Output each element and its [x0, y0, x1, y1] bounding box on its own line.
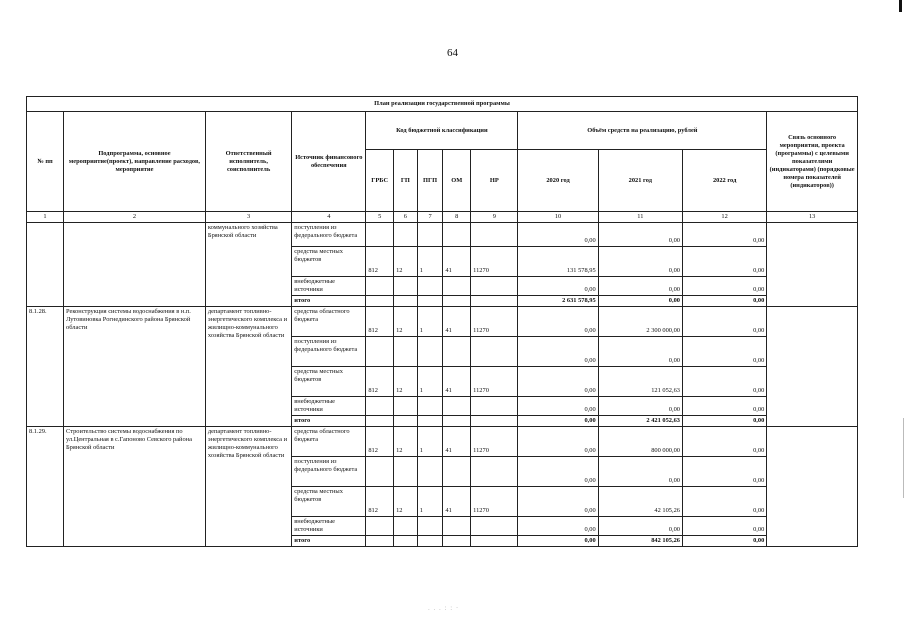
- total-2021: 0,00: [598, 296, 682, 307]
- value-2022: 0,00: [682, 277, 766, 296]
- value-2021: 0,00: [598, 223, 682, 247]
- code-pgp: 1: [417, 367, 443, 397]
- value-2022: 0,00: [682, 427, 766, 457]
- header-om: ОМ: [443, 150, 471, 212]
- code-gp: 12: [394, 427, 418, 457]
- row-name: Строительство системы водоснабжения по ул.Центральная в с.Гапоново Севского района Брянской области: [64, 427, 206, 547]
- table-row: [27, 307, 858, 337]
- total-2021: 2 421 052,63: [598, 416, 682, 427]
- row-num: 8.1.28.: [27, 307, 64, 427]
- code-om: 41: [443, 367, 471, 397]
- column-number: 10: [518, 212, 598, 223]
- value-2021: 0,00: [598, 397, 682, 416]
- value-2020: 0,00: [518, 307, 598, 337]
- column-number: 9: [471, 212, 518, 223]
- page-number: 64: [447, 47, 458, 59]
- value-2021: 2 300 000,00: [598, 307, 682, 337]
- column-number: 6: [394, 212, 418, 223]
- header-source: Источник финансового обеспечения: [292, 112, 366, 212]
- code-om: 41: [443, 247, 471, 277]
- scan-edge-mark: [899, 0, 902, 12]
- source-federal: поступления из федерального бюджета: [292, 337, 366, 367]
- value-2022: 0,00: [682, 367, 766, 397]
- row-name: Реконструкция системы водоснабжения в н.п. Лутовиновка Рогнединского района Брянской области: [64, 307, 206, 427]
- header-gp: ГП: [394, 150, 418, 212]
- header-responsible: Ответственный исполнитель, соисполнитель: [205, 112, 291, 212]
- value-2021: 0,00: [598, 457, 682, 487]
- column-number: 8: [443, 212, 471, 223]
- code-grbs: 812: [366, 367, 394, 397]
- value-2020: 0,00: [518, 427, 598, 457]
- column-number: 1: [27, 212, 64, 223]
- row-link: [767, 223, 858, 307]
- column-number-row: [27, 212, 858, 223]
- source-local: средства местных бюджетов: [292, 247, 366, 277]
- code-pgp: 1: [417, 427, 443, 457]
- row-num: 8.1.29.: [27, 427, 64, 547]
- row-name: [64, 223, 206, 307]
- code-np: 11270: [471, 367, 518, 397]
- value-2020: 0,00: [518, 487, 598, 517]
- source-local: средства местных бюджетов: [292, 487, 366, 517]
- row-link: [767, 307, 858, 427]
- header-2021: 2021 год: [598, 150, 682, 212]
- header-grbs: ГРБС: [366, 150, 394, 212]
- column-number: 5: [366, 212, 394, 223]
- code-pgp: 1: [417, 307, 443, 337]
- value-2020: 0,00: [518, 367, 598, 397]
- code-pgp: 1: [417, 247, 443, 277]
- code-gp: 12: [394, 247, 418, 277]
- header-link: Связь основного мероприятия, проекта (программы) с целевыми показателями (индикаторами) (порядковые номера показателей (индикаторов)): [767, 112, 858, 212]
- header-volume: Объём средств на реализацию, рублей: [518, 112, 767, 150]
- code-np: 11270: [471, 307, 518, 337]
- source-regional: средства областного бюджета: [292, 307, 366, 337]
- value-2022: 0,00: [682, 487, 766, 517]
- row-num: [27, 223, 64, 307]
- row-responsible: департамент топливно-энергетического комплекса и жилищно-коммунального хозяйства Брянской области: [205, 307, 291, 427]
- row-responsible: коммунального хозяйства Брянской области: [205, 223, 291, 307]
- scan-noise: . . . : : ·: [428, 604, 460, 612]
- header-pgp: ПГП: [417, 150, 443, 212]
- header-np: НР: [471, 150, 518, 212]
- value-2021: 0,00: [598, 517, 682, 536]
- value-2021: 0,00: [598, 247, 682, 277]
- total-2020: 0,00: [518, 536, 598, 547]
- total-2021: 842 105,26: [598, 536, 682, 547]
- column-number: 12: [682, 212, 766, 223]
- source-total: итого: [292, 296, 366, 307]
- source-local: средства местных бюджетов: [292, 367, 366, 397]
- code-om: 41: [443, 487, 471, 517]
- source-federal: поступления из федерального бюджета: [292, 223, 366, 247]
- value-2020: 0,00: [518, 337, 598, 367]
- total-2022: 0,00: [682, 296, 766, 307]
- source-federal: поступления из федерального бюджета: [292, 457, 366, 487]
- code-gp: 12: [394, 367, 418, 397]
- value-2021: 0,00: [598, 337, 682, 367]
- value-2022: 0,00: [682, 397, 766, 416]
- column-number: 3: [205, 212, 291, 223]
- value-2022: 0,00: [682, 517, 766, 536]
- code-grbs: 812: [366, 487, 394, 517]
- code-om: 41: [443, 307, 471, 337]
- scan-edge-line: [903, 418, 904, 498]
- value-2020: 0,00: [518, 397, 598, 416]
- value-2021: 0,00: [598, 277, 682, 296]
- table-row: [27, 427, 858, 457]
- code-grbs: 812: [366, 427, 394, 457]
- column-number: 11: [598, 212, 682, 223]
- total-2022: 0,00: [682, 536, 766, 547]
- code-np: 11270: [471, 247, 518, 277]
- row-responsible: департамент топливно-энергетического комплекса и жилищно-коммунального хозяйства Брянской области: [205, 427, 291, 547]
- source-total: итого: [292, 536, 366, 547]
- value-2022: 0,00: [682, 307, 766, 337]
- value-2020: 0,00: [518, 277, 598, 296]
- row-link: [767, 427, 858, 547]
- value-2022: 0,00: [682, 337, 766, 367]
- code-np: 11270: [471, 487, 518, 517]
- column-number: 4: [292, 212, 366, 223]
- code-grbs: 812: [366, 247, 394, 277]
- source-extra: внебюджетные источники: [292, 397, 366, 416]
- header-2020: 2020 год: [518, 150, 598, 212]
- value-2020: 0,00: [518, 223, 598, 247]
- value-2020: 0,00: [518, 517, 598, 536]
- total-2020: 2 631 578,95: [518, 296, 598, 307]
- source-total: итого: [292, 416, 366, 427]
- implementation-plan-table: [26, 96, 858, 547]
- code-pgp: 1: [417, 487, 443, 517]
- header-budget-code: Код бюджетной классификации: [366, 112, 518, 150]
- column-number: 7: [417, 212, 443, 223]
- code-gp: 12: [394, 487, 418, 517]
- header-num: № пп: [27, 112, 64, 212]
- total-2020: 0,00: [518, 416, 598, 427]
- value-2022: 0,00: [682, 247, 766, 277]
- value-2022: 0,00: [682, 457, 766, 487]
- total-2022: 0,00: [682, 416, 766, 427]
- column-number: 13: [767, 212, 858, 223]
- source-regional: средства областного бюджета: [292, 427, 366, 457]
- header-subprogram: Подпрограмма, основное мероприятие(проект), направление расходов, мероприятие: [64, 112, 206, 212]
- code-grbs: 812: [366, 307, 394, 337]
- value-2021: 121 052,63: [598, 367, 682, 397]
- column-number: 2: [64, 212, 206, 223]
- code-np: 11270: [471, 427, 518, 457]
- table-title: План реализации государственной программы: [27, 97, 858, 112]
- value-2022: 0,00: [682, 223, 766, 247]
- code-om: 41: [443, 427, 471, 457]
- source-extra: внебюджетные источники: [292, 277, 366, 296]
- header-2022: 2022 год: [682, 150, 766, 212]
- code-gp: 12: [394, 307, 418, 337]
- value-2020: 0,00: [518, 457, 598, 487]
- source-extra: внебюджетные источники: [292, 517, 366, 536]
- value-2021: 800 000,00: [598, 427, 682, 457]
- table-row: [27, 223, 858, 247]
- value-2020: 131 578,95: [518, 247, 598, 277]
- value-2021: 42 105,26: [598, 487, 682, 517]
